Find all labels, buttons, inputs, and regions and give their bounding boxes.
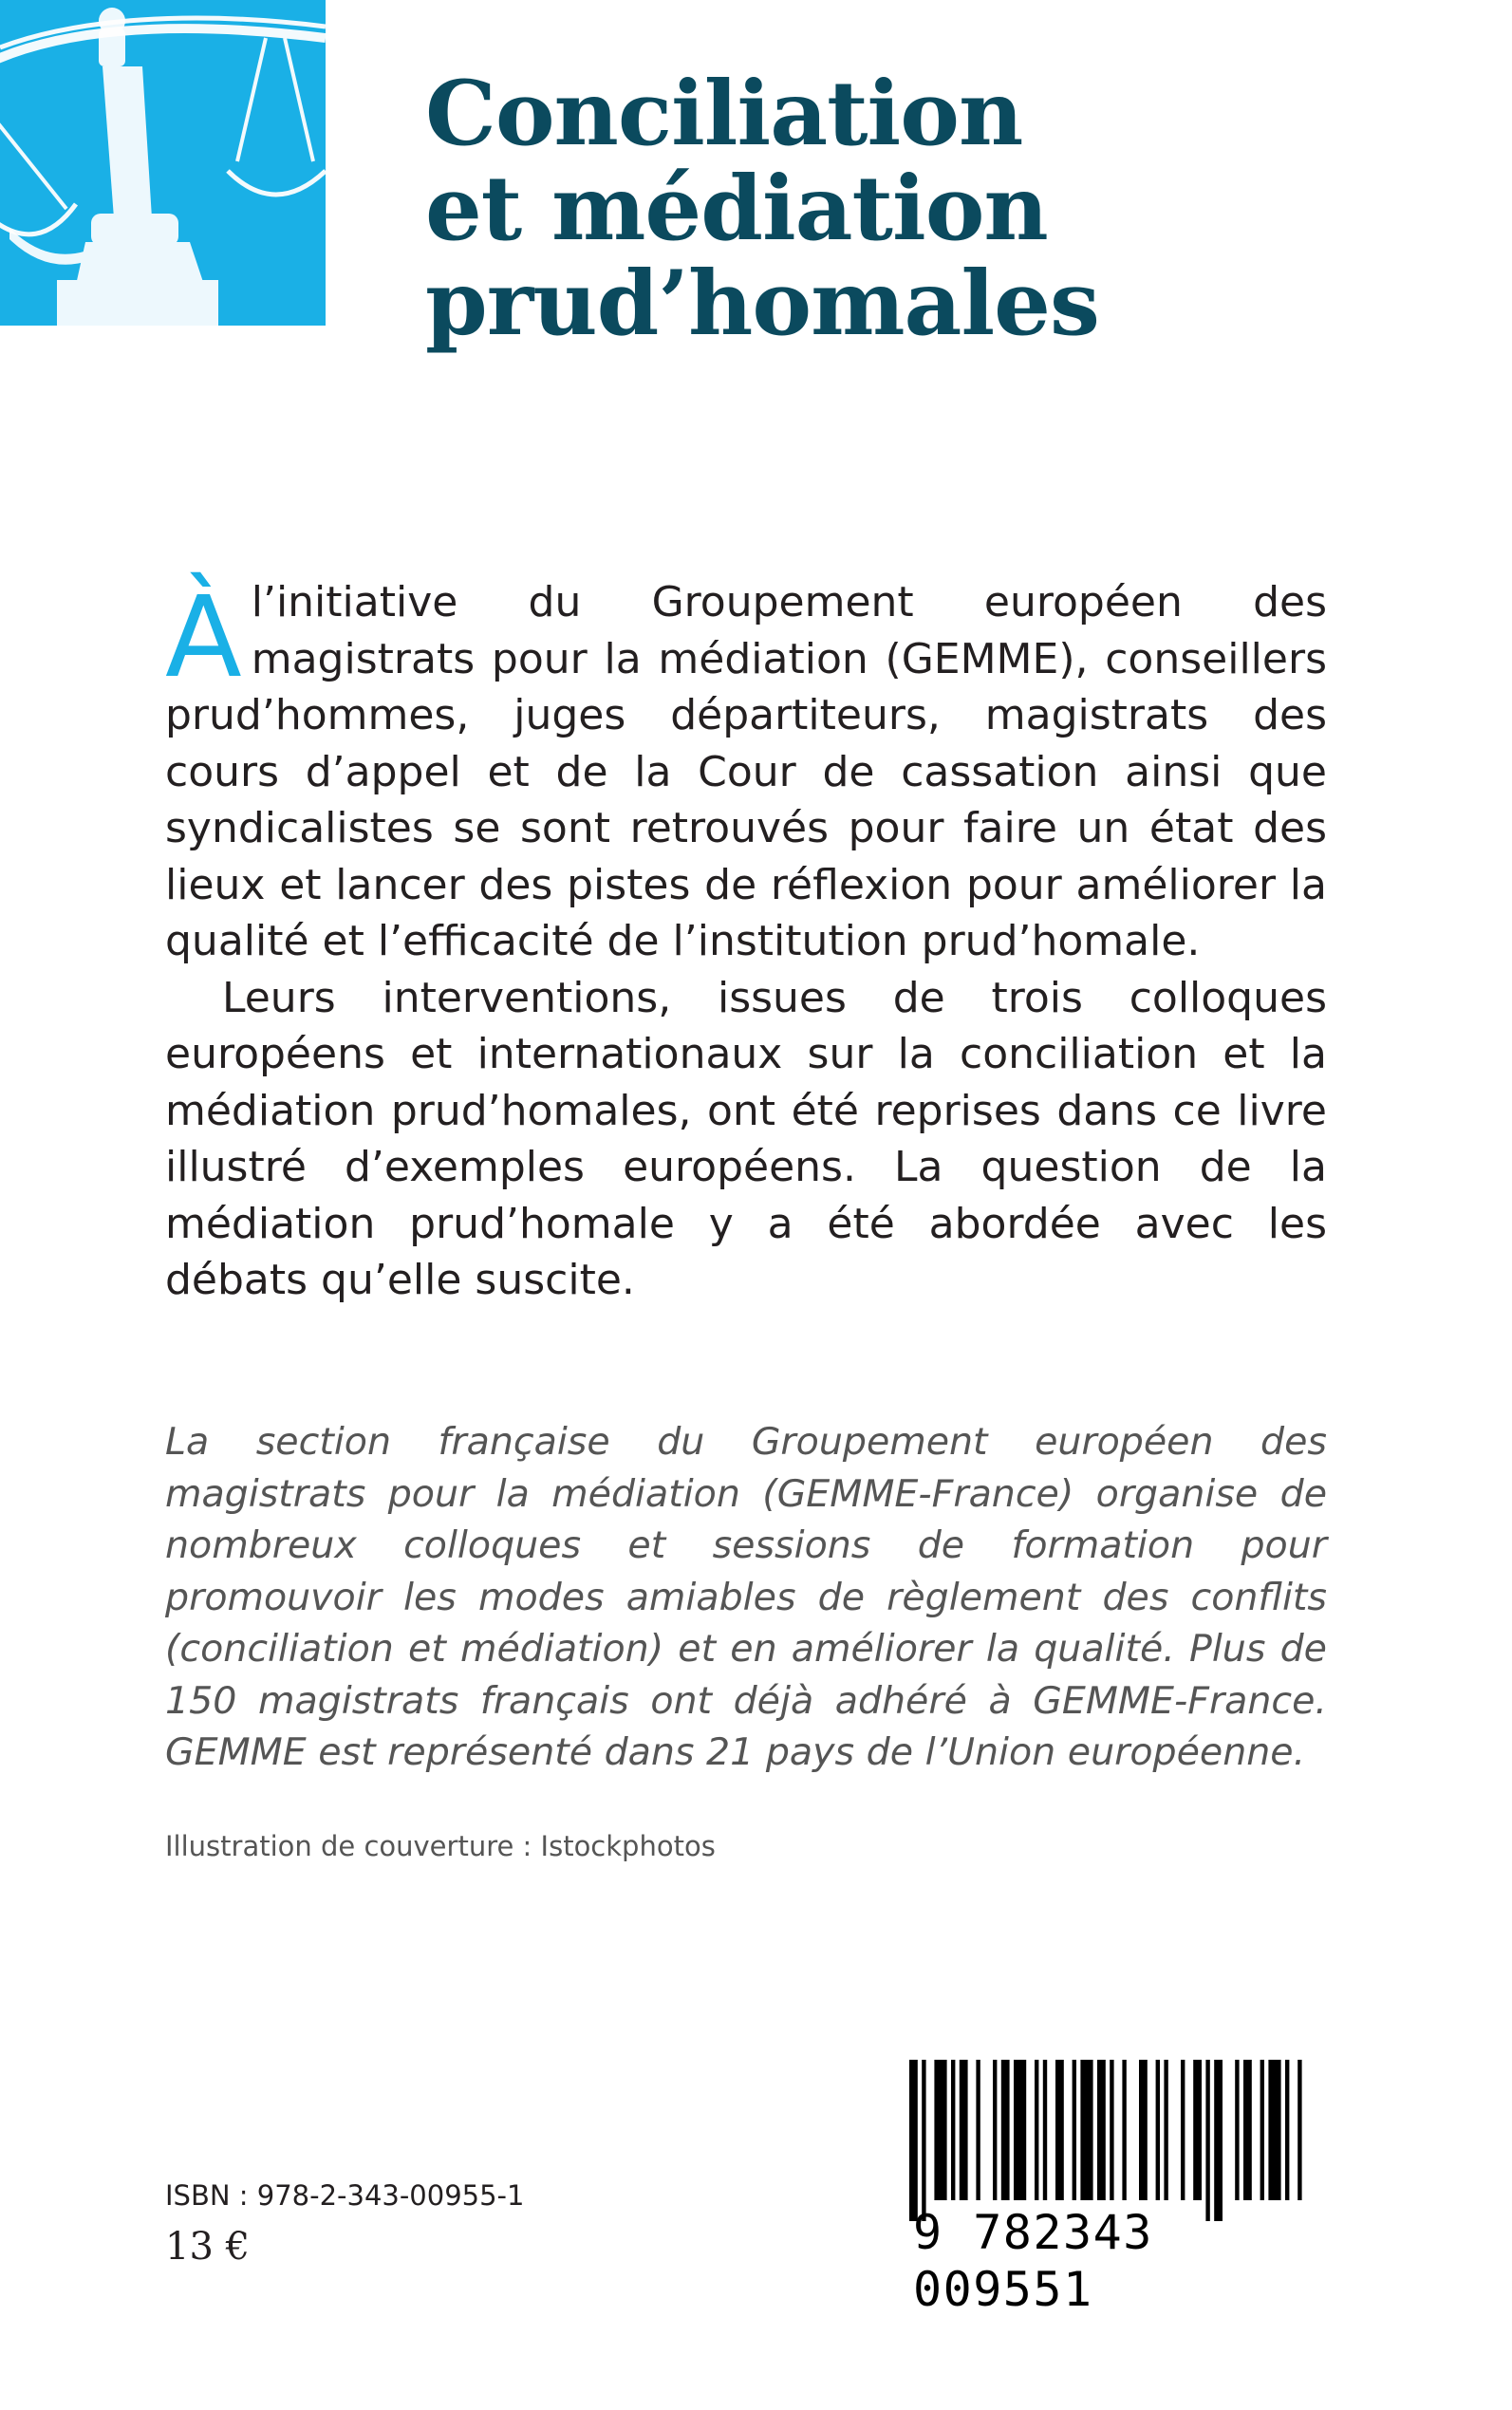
barcode-bar — [1285, 2060, 1289, 2200]
drop-cap: À — [165, 571, 242, 702]
barcode-bar — [1035, 2060, 1038, 2200]
scales-of-justice-icon — [0, 0, 326, 326]
barcode-bar — [934, 2060, 946, 2200]
title-line-3: prud’homales — [425, 252, 1099, 356]
barcode-bar — [1073, 2060, 1076, 2200]
summary-text — [165, 571, 1327, 1309]
barcode-bar — [1164, 2060, 1167, 2200]
barcode-bar — [1043, 2060, 1047, 2200]
barcode-bar — [993, 2060, 997, 2200]
barcode-bar — [1139, 2060, 1148, 2200]
barcode-bar — [1156, 2060, 1160, 2200]
barcode-bar — [1110, 2060, 1113, 2200]
about-gemme-text: La section française du Groupement européen des magistrats pour la médiation (GEMME-France) organise de nombreux colloques et sessions de formation pour promouvoir les modes amiables de règlement des conflits (conciliation et médiation) et en améliorer la qualité. Plus de 150 magistrats français ont déjà adhéré à GEMME-France. GEMME est représenté dans 21 pays de l’Union européenne. — [165, 1420, 1327, 1774]
summary-paragraph-2: Leurs interventions, issues de trois colloques européens et internationaux sur la conciliation et la médiation prud’homales, ont été reprises dans ce livre illustré d’exemples européens. La question de la médiation prud’homale y a été abordée avec les débats qu’elle suscite. — [165, 973, 1327, 1304]
barcode-bar — [951, 2060, 955, 2200]
summary-paragraph-1 — [165, 571, 1327, 970]
barcode-bar — [1001, 2060, 1010, 2200]
cover-thumbnail — [0, 0, 326, 326]
barcode-bar — [1122, 2060, 1126, 2200]
illustration-credit: Illustration de couverture : Istockphotos — [165, 1830, 716, 1862]
title-line-2: et médiation — [425, 157, 1048, 261]
summary-paragraph-1-text: l’initiative du Groupement européen des magistrats pour la médiation (GEMME), conseillers prud’hommes, juges départiteurs, magistrats des cours d’appel et de la Cour de cassation ainsi que syndicalistes se sont retrouvés pour faire un état des lieux et lancer des pistes de réflexion pour améliorer la qualité et l’efficacité de l’institution prud’homale. — [165, 578, 1327, 965]
barcode-bar — [909, 2060, 918, 2221]
barcode-bar — [1205, 2060, 1209, 2221]
barcode-bar — [1055, 2060, 1064, 2200]
book-title — [425, 62, 1109, 356]
barcode-bar — [1193, 2060, 1202, 2200]
barcode-bar — [922, 2060, 925, 2221]
barcode-bar — [1014, 2060, 1026, 2200]
barcode-bar — [1260, 2060, 1264, 2200]
barcode-bar — [1243, 2060, 1252, 2200]
barcode-bar — [1268, 2060, 1280, 2200]
barcode-bar — [1181, 2060, 1185, 2200]
title-line-1: Conciliation — [425, 62, 1023, 166]
price-label: 13 € — [165, 2225, 251, 2269]
barcode-bar — [1297, 2060, 1301, 2200]
barcode-bar — [1235, 2060, 1239, 2200]
barcode-digits: 9 782343 009551 — [913, 2205, 1153, 2317]
barcode-bar — [1080, 2060, 1092, 2200]
isbn-label: ISBN : 978-2-343-00955-1 — [165, 2179, 525, 2212]
barcode-bar — [1097, 2060, 1106, 2200]
barcode-bar — [1214, 2060, 1223, 2221]
barcode-bar — [960, 2060, 968, 2200]
barcode-bar — [976, 2060, 980, 2200]
